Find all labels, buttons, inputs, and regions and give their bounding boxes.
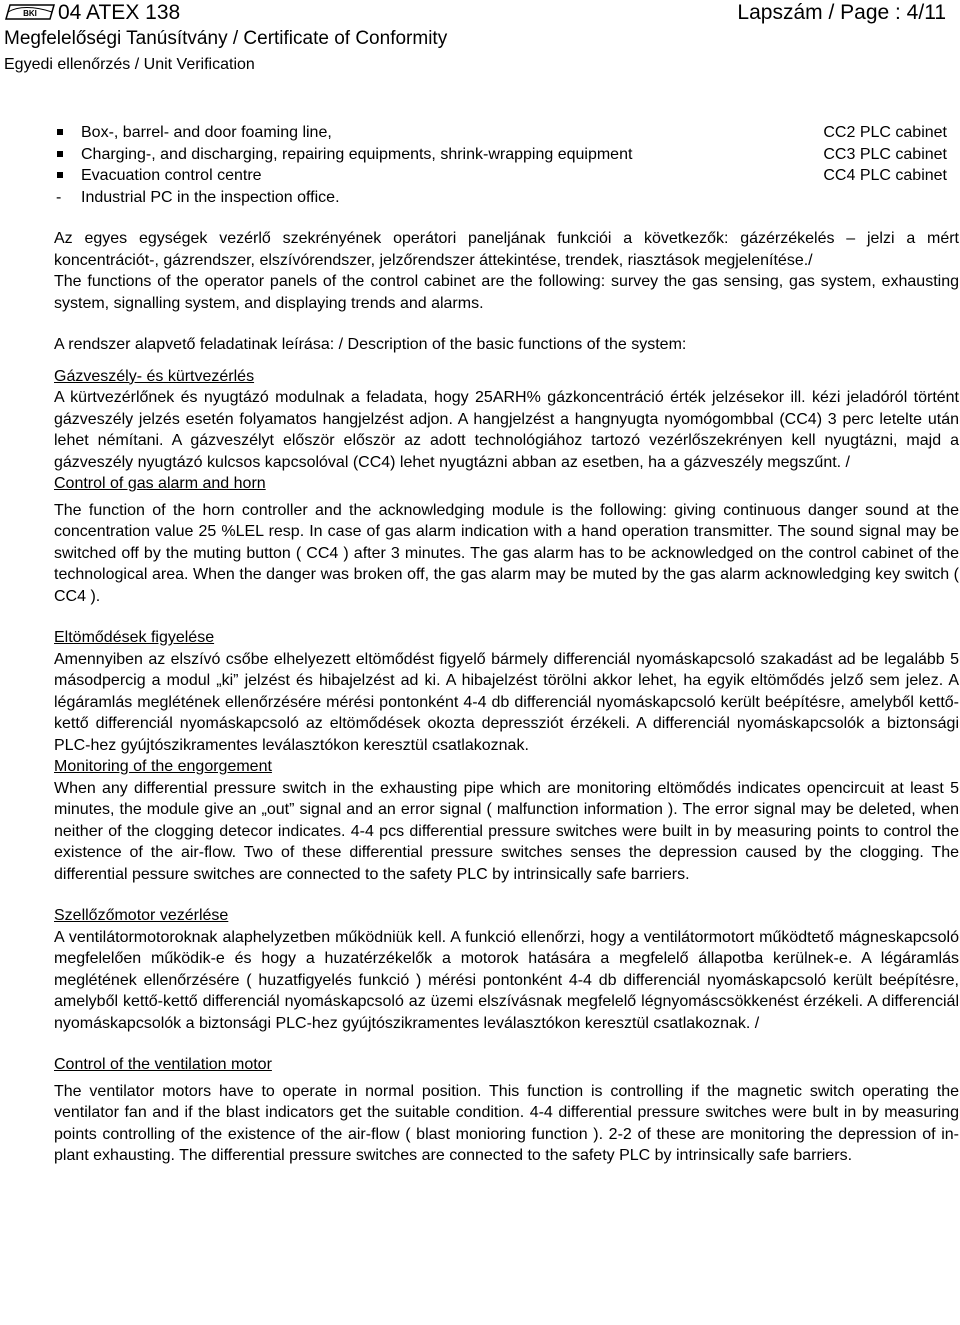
square-bullet-icon [57,129,63,135]
section-heading: Control of gas alarm and horn [54,475,266,492]
section-text: A ventilátormotoroknak alaphelyzetben működniük kell. A funkció ellenőrzi, hogy a ventilátormotort működtető mágneskapcsoló megfelelően működik-e és hogy a huzatérzékelők a motorok hatására a megfelelő állapotba kerülnek-e. A légáramlás meglétének ellenőrzésére ( huzatfigyelés funkció ) mérési pontonként 4-4 db differenciál nyomáskapcsoló került beépítésre, amelyből kettő-kettő differenciál nyomáskapcsoló az üzemi elszívásnak megfelelő légnyomáscsökkenést érzékeli. A differenciál nyomáskapcsolók a biztonsági PLC-hez gyújtószikramentes leválasztókon keresztül csatlakoznak. / [54,928,959,1032]
section-heading: Monitoring of the engorgement [54,758,272,775]
list-item-text: Box-, barrel- and door foaming line, [81,124,332,141]
list-item [54,165,959,187]
intro-english: The functions of the operator panels of the control cabinet are the following: survey the gas sensing, gas system, exhausting system, signalling system, and displaying trends and alarms. [54,273,959,312]
basic-functions-heading: A rendszer alapvető feladatinak leírása: / Description of the basic functions of the system: [54,336,687,353]
list-item-cabinet: CC3 PLC cabinet [823,145,947,163]
header-title: Megfelelőségi Tanúsítvány / Certificate of Conformity [4,28,448,49]
list-item-text: Industrial PC in the inspection office. [81,188,340,206]
list-item [54,187,959,209]
document-body [54,122,959,1167]
dash-marker: - [56,188,62,206]
section-heading: Eltömődések figyelése [54,629,215,646]
section-text: The function of the horn controller and the acknowledging module is the following: giving continuous danger sound at the concentration value 25 %LEL resp. In case of gas alarm indication with a hand operation transmitter. The sound signal may be switched off by the muting button ( CC4 ) after 3 minutes. The gas alarm has to be acknowledged on the control cabinet of the technological area. When the danger was broken off, the gas alarm may be muted by the gas alarm acknowledging key switch ( CC4 ). [54,501,959,605]
list-item-cabinet: CC2 PLC cabinet [823,124,947,141]
logo-text: BKI [23,9,37,18]
list-item [54,122,959,144]
section-text: Amennyiben az elszívó csőbe elhelyezett eltömődést figyelő bármely differenciál nyomáskapcsoló szakadást ad be legalább 5 másodpercig a modul „ki” jelzést és hibajelzést ad ki. A hibajelzést törölni akkor lehet, ha egyik eltömődés jelző sem jelez. A légáramlás meglétének ellenőrzésére mérési pontonként 4-4 db differenciál nyomáskapcsoló került beépítésre, amelyből kettő-kettő differenciál nyomáskapcsoló az eltömődések okozta depressziót érzékeli. A differenciál nyomáskapcsolók a biztonsági PLC-hez gyújtószikramentes leválasztókon keresztül csatlakoznak. [54,650,959,754]
list-item-cabinet: CC4 PLC cabinet [823,167,947,184]
section-heading: Control of the ventilation motor [54,1056,272,1073]
section-text: When any differential pressure switch in the exhausting pipe which are monitoring eltömődés indicates opencircuit at least 5 minutes, the module give an „out” signal and an error signal ( malfunction information ). The error signal may be deleted, when neither of the clogging detecor indicates. 4-4 pcs differential pressure switches were built in by measuring points to control the existence of the air-flow. Two of these differential pressure switches senses the depression caused by the clogging. The differential pessure switches are connected to the safety PLC by intrinsically safe barriers. [54,779,959,883]
section-heading: Gázveszély- és kürtvezérlés [54,367,255,385]
header-top-row [0,0,960,26]
bki-logo-icon [4,3,56,21]
section-text: The ventilator motors have to operate in normal position. This function is controlling if the magnetic switch operating the ventilator fan and if the blast indicators get the suitable condition. 4-4 differential pressure switches were bult in by measuring points controlling of the existence of the air-flow ( blast monioring function ). 2-2 of these are monitoring the depression of in-plant exhausting. The differential pressure switches are connected to the safety PLC by intrinsically safe barriers. [54,1082,959,1164]
list-item-text: Charging-, and discharging, repairing equipments, shrink-wrapping equipment [81,145,633,163]
intro-hungarian: Az egyes egységek vezérlő szekrényének operátori paneljának funkciói a következők: gázérzékelés – jelzi a mért koncentrációt-, gázrendszer, elszívórendszer, jelzőrendszer áttekintése, trendek, riasztások megjelenítése./ [54,230,959,269]
cabinet-list [54,122,959,208]
page-number: Lapszám / Page : 4/11 [737,1,946,24]
section-text: A kürtvezérlőnek és nyugtázó modulnak a feladata, hogy 25ARH% gázkoncentráció érték jelzésekor ill. kézi jeladóról történt gázveszély jelzés esetén folyamatos hangjelzést adjon. A hangjelzést a hangnyugta nyomógombbal (CC4) 3 perc letelte után lehet némítani. A gázveszélyt először először az adott technológiához tartozó vezérlőszekrényen kell nyugtázni, majd a gázveszély nyugtázó kulcsos kapcsolóval (CC4) lehet nyugtázni abban az esetben, ha a gázveszély megszűnt. / [54,389,959,471]
list-item-text: Evacuation control centre [81,167,262,184]
square-bullet-icon [57,172,63,178]
square-bullet-icon [57,151,63,157]
certificate-number: 04 ATEX 138 [58,1,181,24]
header-subtitle: Egyedi ellenőrzés / Unit Verification [4,56,255,73]
list-item [54,144,959,166]
section-heading: Szellőzőmotor vezérlése [54,907,229,924]
